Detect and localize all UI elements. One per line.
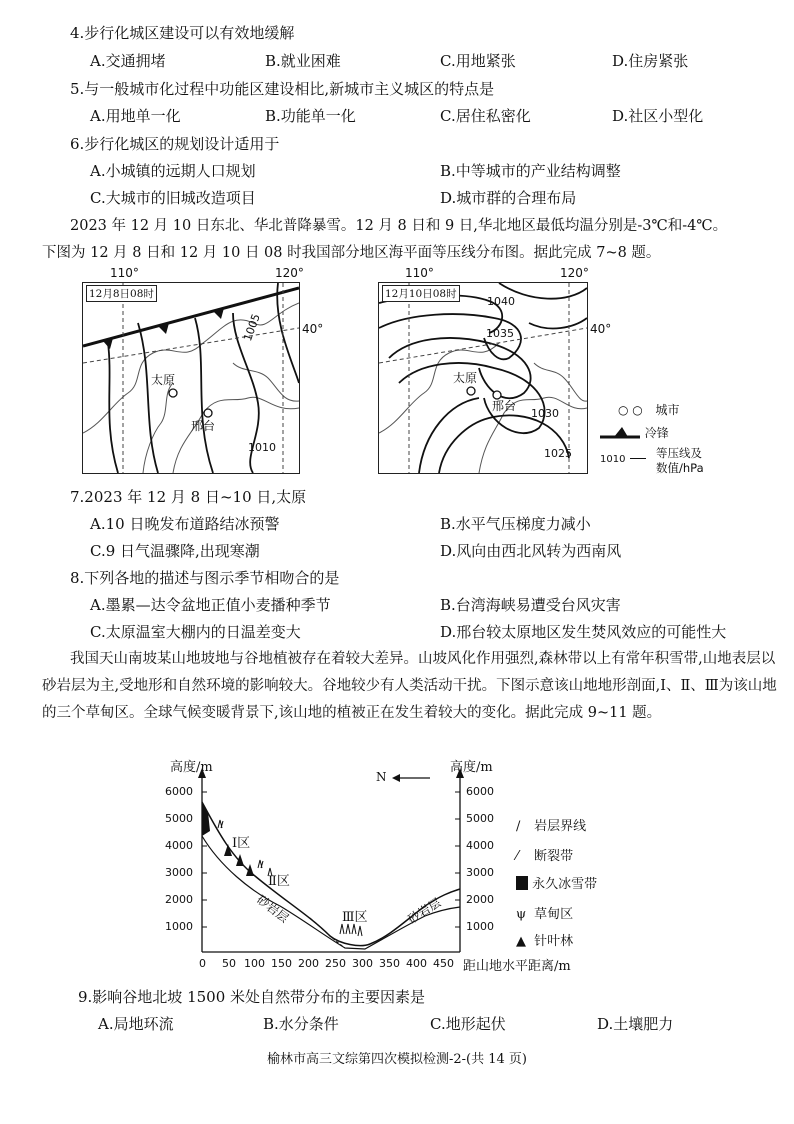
zone-1-label: Ⅰ区 <box>232 836 251 851</box>
profile-ylabel-left: 高度/m <box>170 760 213 775</box>
rock-layer-left-label: 砂岩层 <box>254 892 292 926</box>
map1-city-xingtai: 邢台 <box>191 419 216 433</box>
y-tick-left-2000: 2000 <box>165 893 193 906</box>
pressure-map-dec8 <box>82 282 300 474</box>
q8-option-a: A.墨累—达令盆地正值小麦播种季节 <box>90 596 331 614</box>
legend-meadow: ψ 草甸区 <box>516 907 574 922</box>
y-tick-right-6000: 6000 <box>466 785 494 798</box>
q9-stem: 9.影响谷地北坡 1500 米处自然带分布的主要因素是 <box>78 988 426 1006</box>
map2-lon-120: 120° <box>560 266 589 280</box>
q5-option-a: A.用地单一化 <box>90 107 181 125</box>
x-tick-250: 250 <box>325 957 346 970</box>
legend-conifer: ▲ 针叶林 <box>516 934 574 949</box>
q7-option-a: A.10 日晚发布道路结冰预警 <box>90 515 280 533</box>
q7-option-b: B.水平气压梯度力减小 <box>440 515 591 533</box>
legend-rock-boundary: / 岩层界线 <box>516 819 587 834</box>
map2-isobar-1035: 1035 <box>486 327 514 340</box>
q6-stem: 6.步行化城区的规划设计适用于 <box>70 135 280 153</box>
q7-option-c: C.9 日气温骤降,出现寒潮 <box>90 542 260 560</box>
map2-isobar-1040: 1040 <box>487 295 515 308</box>
y-tick-right-3000: 3000 <box>466 866 494 879</box>
x-tick-300: 300 <box>352 957 373 970</box>
grass-icon: ψ <box>516 907 527 922</box>
rock-layer-right-label: 砂岩层 <box>405 895 444 927</box>
map1-isobar-1010: 1010 <box>248 441 276 454</box>
legend-isobar-label-1: 等压线及 <box>656 446 702 460</box>
map2-city-taiyuan: 太原 <box>453 371 478 385</box>
legend-isobar-label-2: 数值/hPa <box>656 461 704 475</box>
map2-lon-110: 110° <box>405 266 434 280</box>
x-tick-100: 100 <box>244 957 265 970</box>
x-tick-350: 350 <box>379 957 400 970</box>
legend-permanent-snow: 永久冰雪带 <box>516 873 597 892</box>
y-tick-right-1000: 1000 <box>466 920 494 933</box>
black-square-icon <box>516 876 528 890</box>
map1-lon-120: 120° <box>275 266 304 280</box>
x-tick-150: 150 <box>271 957 292 970</box>
q4-option-a: A.交通拥堵 <box>90 52 166 70</box>
intro-7-8-line2: 下图为 12 月 8 日和 12 月 10 日 08 时我国部分地区海平面等压线分布图。据此完成 7~8 题。 <box>42 245 661 261</box>
profile-xlabel: 距山地水平距离/m <box>463 959 571 974</box>
q4-option-c: C.用地紧张 <box>440 52 516 70</box>
q6-option-a: A.小城镇的远期人口规划 <box>90 162 256 180</box>
x-tick-50: 50 <box>222 957 236 970</box>
map1-lat-40: 40° <box>302 322 324 336</box>
map2-city-xingtai: 邢台 <box>492 399 517 413</box>
legend-isobar <box>600 448 646 466</box>
city-circle-icon: ○ ○ <box>618 403 643 417</box>
map2-date-label: 12月10日08时 <box>382 285 460 302</box>
pressure-map-dec10 <box>378 282 588 474</box>
isobar-sample-value: 1010 <box>600 454 626 465</box>
map1-lon-110: 110° <box>110 266 139 280</box>
x-tick-400: 400 <box>406 957 427 970</box>
q6-option-c: C.大城市的旧城改造项目 <box>90 189 256 207</box>
q8-stem: 8.下列各地的描述与图示季节相吻合的是 <box>70 569 340 587</box>
map1-city-taiyuan: 太原 <box>151 373 176 387</box>
q9-option-b: B.水分条件 <box>263 1015 339 1033</box>
map2-isobar-1025: 1025 <box>544 447 572 460</box>
isobar-sample-line <box>630 458 646 459</box>
q9-option-a: A.局地环流 <box>98 1015 174 1033</box>
q6-option-b: B.中等城市的产业结构调整 <box>440 162 621 180</box>
q8-option-d: D.邢台较太原地区发生焚风效应的可能性大 <box>440 623 727 641</box>
intro-7-8-line1: 2023 年 12 月 10 日东北、华北普降暴雪。12 月 8 日和 9 日,华北地区最低均温分别是-3℃和-4℃。 <box>70 218 728 234</box>
zone-3-label: Ⅲ区 <box>342 910 368 925</box>
legend-fault: ⁄ 断裂带 <box>516 849 574 864</box>
q5-option-c: C.居住私密化 <box>440 107 531 125</box>
q8-option-b: B.台湾海峡易遭受台风灾害 <box>440 596 621 614</box>
y-tick-right-2000: 2000 <box>466 893 494 906</box>
map1-isobar-1005: 1005 <box>241 312 263 343</box>
x-tick-0: 0 <box>199 957 206 970</box>
q7-option-d: D.风向由西北风转为西南风 <box>440 542 622 560</box>
y-tick-left-1000: 1000 <box>165 920 193 933</box>
q4-stem: 4.步行化城区建设可以有效地缓解 <box>70 24 295 42</box>
q4-option-b: B.就业困难 <box>265 52 341 70</box>
y-tick-right-4000: 4000 <box>466 839 494 852</box>
y-tick-left-6000: 6000 <box>165 785 193 798</box>
q6-option-d: D.城市群的合理布局 <box>440 189 577 207</box>
page-footer: 榆林市高三文综第四次模拟检测-2-(共 14 页) <box>266 1052 527 1067</box>
q9-option-d: D.土壤肥力 <box>597 1015 674 1033</box>
profile-ylabel-right: 高度/m <box>450 760 493 775</box>
zone-2-label: Ⅱ区 <box>268 874 290 889</box>
y-tick-left-4000: 4000 <box>165 839 193 852</box>
pressure-map-dec10-drawing <box>379 283 587 473</box>
map2-isobar-1030: 1030 <box>531 407 559 420</box>
legend-city: ○ ○ 城市 <box>618 403 680 417</box>
legend-cold-front: 冷锋 <box>600 425 669 443</box>
y-tick-left-5000: 5000 <box>165 812 193 825</box>
intro-9-11: 我国天山南坡某山地坡地与谷地植被存在着较大差异。山坡风化作用强烈,森林带以上有常年积雪带,山地表层以砂岩层为主,受地形和自然环境的影响较大。谷地较少有人类活动干扰。下图示意该山地地形剖面,Ⅰ、Ⅱ、Ⅲ为该山地的三个草甸区。全球气候变暖背景下,该山地的植被正在发生着较大的变化。据此完成 9~11 题。 <box>42 651 777 721</box>
q5-stem: 5.与一般城市化过程中功能区建设相比,新城市主义城区的特点是 <box>70 80 495 98</box>
q7-stem: 7.2023 年 12 月 8 日~10 日,太原 <box>70 488 307 506</box>
q8-option-c: C.太原温室大棚内的日温差变大 <box>90 623 301 641</box>
x-tick-450: 450 <box>433 957 454 970</box>
x-tick-200: 200 <box>298 957 319 970</box>
north-arrow-label: N <box>376 770 387 784</box>
y-tick-left-3000: 3000 <box>165 866 193 879</box>
map1-date-label: 12月8日08时 <box>86 285 157 302</box>
q4-option-d: D.住房紧张 <box>612 52 689 70</box>
cold-front-icon <box>600 425 640 439</box>
conifer-tree-icon: ▲ <box>516 934 526 949</box>
y-tick-right-5000: 5000 <box>466 812 494 825</box>
map2-lat-40: 40° <box>590 322 612 336</box>
q5-option-b: B.功能单一化 <box>265 107 356 125</box>
dotted-line-icon: ⁄ <box>516 849 519 864</box>
q5-option-d: D.社区小型化 <box>612 107 704 125</box>
q9-option-c: C.地形起伏 <box>430 1015 506 1033</box>
slash-line-icon: / <box>516 819 521 834</box>
